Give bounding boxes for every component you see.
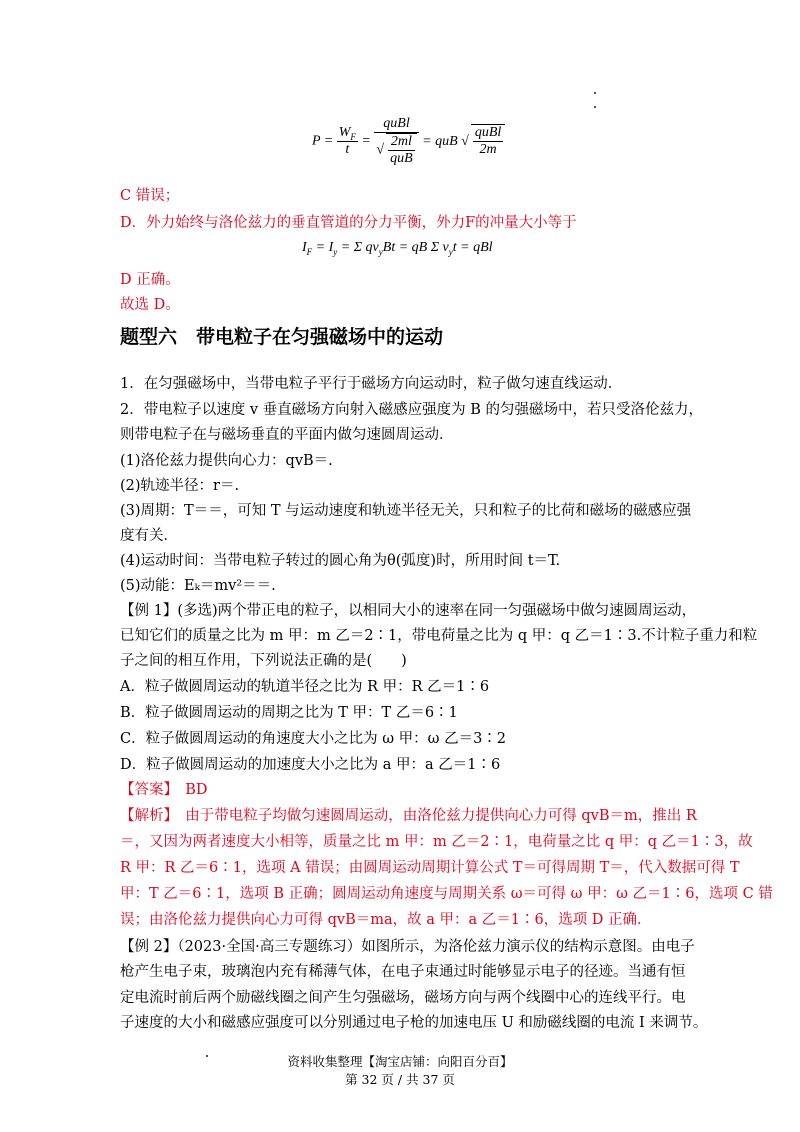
- item-line: (4)运动时间：当带电粒子转过的圆心角为θ(弧度)时，所用时间 t＝T.: [120, 553, 561, 569]
- footer-page-number: 第 32 页 / 共 37 页: [345, 1072, 455, 1087]
- example-2-line: 子速度的大小和磁感应强度可以分别通过电子枪的加速电压 U 和励磁线圈的电流 I 来调节。: [120, 1015, 708, 1031]
- option-b: B．粒子做圆周运动的周期之比为 T 甲：T 乙＝6∶1: [120, 705, 458, 721]
- c-wrong-line: C 错误；: [120, 188, 180, 204]
- example-2-line: 枪产生电子束，玻璃泡内充有稀薄气体，在电子束通过时能够显示电子的径迹。当通有恒: [120, 964, 686, 980]
- example-1-line: 已知它们的质量之比为 m 甲：m 乙＝2∶1，带电荷量之比为 q 甲：q 乙＝1∶3.不计粒子重力和粒: [120, 628, 758, 644]
- analysis-line: 甲：T 乙＝6∶1，选项 B 正确；圆周运动角速度与周期关系 ω＝可得 ω 甲：ω 乙＝1∶6，选项 C 错: [120, 886, 773, 902]
- d-statement-line: D．外力始终与洛伦兹力的垂直管道的分力平衡，外力F的冲量大小等于: [120, 215, 577, 231]
- analysis-line: 误；由洛伦兹力提供向心力可得 qvB＝ma，故 a 甲：a 乙＝1∶6，选项 D 正确．: [120, 912, 652, 928]
- item-line: (1)洛伦兹力提供向心力：qvB＝.: [120, 453, 333, 469]
- page-mark: [594, 106, 596, 108]
- paragraph-line: 2．带电粒子以速度 v 垂直磁场方向射入磁感应强度为 B 的匀强磁场中，若只受洛伦兹力，: [120, 402, 704, 418]
- item-line: (5)动能：Eₖ＝mv²＝＝.: [120, 578, 276, 594]
- power-equation: P = $\frac{W_F}{t}$ = quBl √ $\frac{2ml}{\text{quB}}$ = quB √ $\frac{\text{quBl}}{2m}$: [312, 116, 505, 167]
- d-correct-line: D 正确。: [120, 272, 180, 288]
- item-line: (2)轨迹半径：r＝.: [120, 478, 240, 494]
- option-c: C．粒子做圆周运动的角速度大小之比为 ω 甲：ω 乙＝3∶2: [120, 731, 507, 747]
- example-1-line: 【例 1】(多选)两个带正电的粒子，以相同大小的速率在同一匀强磁场中做匀速圆周运动，: [120, 603, 697, 619]
- example-1-line: 子之间的相互作用，下列说法正确的是( ): [120, 653, 407, 669]
- footer-source: 资料收集整理【淘宝店铺：向阳百分百】: [287, 1054, 513, 1069]
- impulse-equation: $I_F = I_y = \Sigma$ $qv_yBt$ = qB Σ $v_yt$ = qBl: [302, 240, 493, 257]
- answer-line: 【答案】 BD: [120, 782, 208, 798]
- example-2-line: 定电流时前后两个励磁线圈之间产生匀强磁场，磁场方向与两个线圈中心的连线平行。电: [120, 990, 686, 1006]
- analysis-line: 【解析】 由于带电粒子均做匀速圆周运动，由洛伦兹力提供向心力可得 qvB＝m，推出 R: [120, 808, 697, 824]
- analysis-line: ＝，又因为两者速度大小相等，质量之比 m 甲：m 乙＝2∶1，电荷量之比 q 甲：q 乙＝1∶3，故: [120, 834, 753, 850]
- item-line: (3)周期：T＝＝，可知 T 与运动速度和轨迹半径无关，只和粒子的比荷和磁场的磁感应强: [120, 503, 692, 519]
- paragraph-line: 则带电粒子在与磁场垂直的平面内做匀速圆周运动．: [120, 427, 454, 443]
- analysis-line: R 甲：R 乙＝6∶1，选项 A 错误；由圆周运动周期计算公式 T＝可得周期 T＝，代入数据可得 T: [120, 860, 740, 876]
- paragraph-line: 1．在匀强磁场中，当带电粒子平行于磁场方向运动时，粒子做匀速直线运动．: [120, 376, 623, 392]
- choose-line: 故选 D。: [120, 297, 180, 313]
- item-line: 度有关．: [120, 528, 178, 544]
- section-heading: 题型六 带电粒子在匀强磁场中的运动: [120, 326, 444, 348]
- option-a: A．粒子做圆周运动的轨道半径之比为 R 甲：R 乙＝1∶6: [120, 679, 490, 695]
- example-2-line: 【例 2】（2023·全国·高三专题练习）如图所示，为洛伦兹力演示仪的结构示意图。由电子: [120, 939, 695, 955]
- page-mark: [594, 92, 596, 94]
- option-d: D．粒子做圆周运动的加速度大小之比为 a 甲：a 乙＝1∶6: [120, 757, 501, 773]
